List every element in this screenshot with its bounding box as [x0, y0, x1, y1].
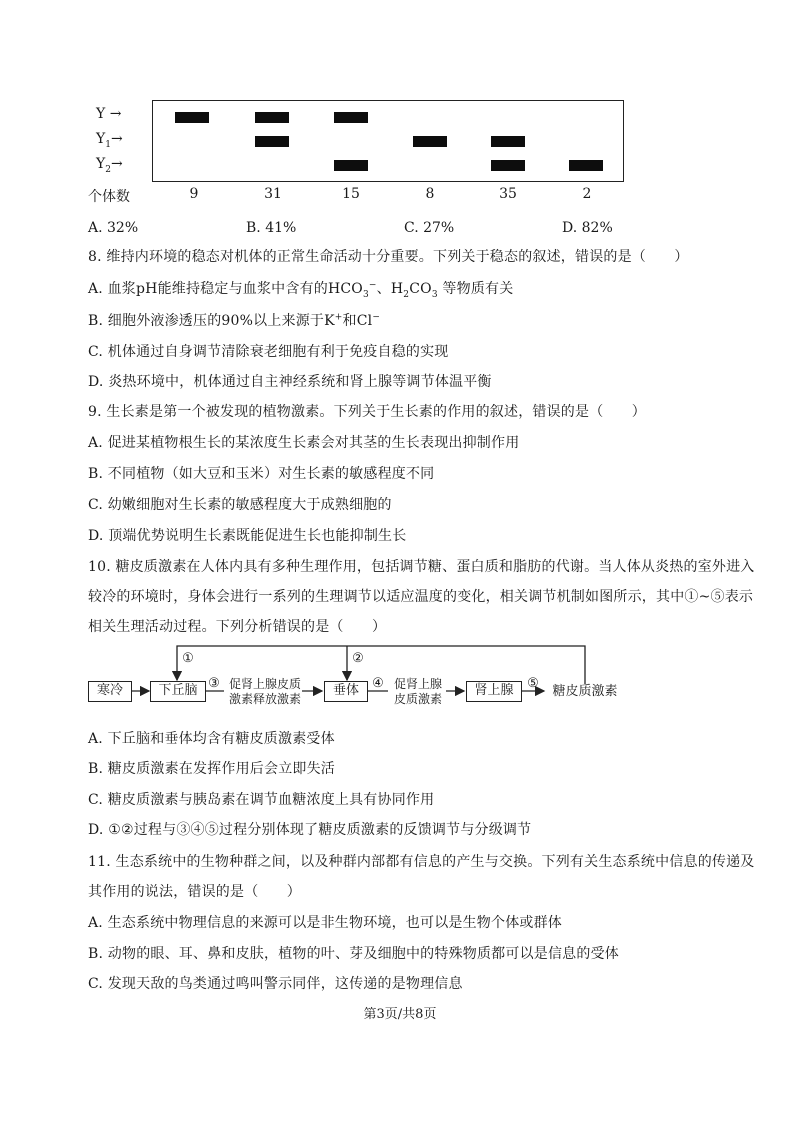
step-2: ② [352, 651, 364, 666]
q8-option-d: D. 炎热环境中，机体通过自主神经系统和肾上腺等调节体温平衡 [88, 374, 492, 390]
q9-option-b: B. 不同植物（如大豆和玉米）对生长素的敏感程度不同 [88, 466, 435, 482]
q10-stem-line1: 10. 糖皮质激素在人体内具有多种生理作用，包括调节糖、蛋白质和脂肪的代谢。当人体从炎热的室外进入 [88, 559, 755, 575]
flow-text-acth: 促肾上腺 皮质激素 [393, 677, 442, 706]
q9-option-c: C. 幼嫩细胞对生长素的敏感程度大于成熟细胞的 [88, 497, 392, 513]
q9-option-d: D. 顶端优势说明生长素既能促进生长也能抑制生长 [88, 528, 407, 544]
flow-text-gc: 糖皮质激素 [552, 684, 618, 699]
option-d: D. 82% [562, 220, 613, 236]
q8-stem: 8. 维持内环境的稳态对机体的正常生命活动十分重要。下列关于稳态的叙述，错误的是（ ） [88, 249, 689, 265]
page-footer: 第3页/共8页 [363, 1007, 437, 1022]
count-value: 8 [425, 186, 435, 202]
step-5: ⑤ [527, 676, 539, 691]
q10-option-d: D. ①②过程与③④⑤过程分别体现了糖皮质激素的反馈调节与分级调节 [88, 822, 532, 838]
q10-option-a: A. 下丘脑和垂体均含有糖皮质激素受体 [88, 731, 335, 747]
option-a: A. 32% [88, 220, 139, 236]
step-1: ① [182, 651, 194, 666]
count-value: 2 [582, 186, 592, 202]
q8-option-b: B. 细胞外液渗透压的90%以上来源于K+和Cl− [88, 312, 381, 329]
q11-stem-line1: 11. 生态系统中的生物种群之间，以及种群内部都有信息的产生与交换。下列有关生态系统中信息的传递及 [88, 854, 755, 870]
option-b: B. 41% [246, 220, 297, 236]
flow-box-pituitary: 垂体 [324, 681, 368, 702]
row-label-y: Y → [96, 106, 122, 122]
count-value: 9 [189, 186, 199, 202]
q9-option-a: A. 促进某植物根生长的某浓度生长素会对其茎的生长表现出抑制作用 [88, 435, 520, 451]
q10-option-b: B. 糖皮质激素在发挥作用后会立即失活 [88, 761, 335, 777]
flow-box-cold: 寒冷 [88, 681, 132, 702]
q10-stem-line3: 相关生理活动过程。下列分析错误的是（ ） [88, 619, 387, 635]
count-value: 15 [342, 186, 360, 202]
flow-text-crh: 促肾上腺皮质 激素释放激素 [228, 677, 301, 706]
count-label: 个体数 [88, 189, 130, 205]
q8-option-a: A. 血浆pH能维持稳定与血浆中含有的$HCO_3^-$、$H_2CO_3$ 等物质有关 [88, 280, 514, 300]
q9-stem: 9. 生长素是第一个被发现的植物激素。下列关于生长素的作用的叙述，错误的是（ ） [88, 404, 647, 420]
option-c: C. 27% [404, 220, 455, 236]
q11-option-c: C. 发现天敌的鸟类通过鸣叫警示同伴，这传递的是物理信息 [88, 976, 463, 992]
count-value: 35 [499, 186, 517, 202]
q11-stem-line2: 其作用的说法，错误的是（ ） [88, 884, 301, 900]
q10-stem-line2: 较冷的环境时，身体会进行一系列的生理调节以适应温度的变化，相关调节机制如图所示，其中①~⑤表示 [88, 589, 754, 605]
count-value: 31 [264, 186, 282, 202]
row-label-y2: $Y_2\to$ [96, 156, 123, 175]
q11-option-a: A. 生态系统中物理信息的来源可以是非生物环境，也可以是生物个体或群体 [88, 915, 563, 931]
q10-option-c: C. 糖皮质激素与胰岛素在调节血糖浓度上具有协同作用 [88, 792, 435, 808]
row-label-y1: $Y_1\to$ [96, 131, 123, 150]
step-4: ④ [372, 676, 384, 691]
q8-option-c: C. 机体通过自身调节清除衰老细胞有利于免疫自稳的实现 [88, 344, 449, 360]
flow-box-adrenal: 肾上腺 [466, 681, 522, 702]
step-3: ③ [208, 676, 220, 691]
flow-box-hypothalamus: 下丘脑 [150, 681, 206, 702]
q11-option-b: B. 动物的眼、耳、鼻和皮肤，植物的叶、芽及细胞中的特殊物质都可以是信息的受体 [88, 946, 619, 962]
